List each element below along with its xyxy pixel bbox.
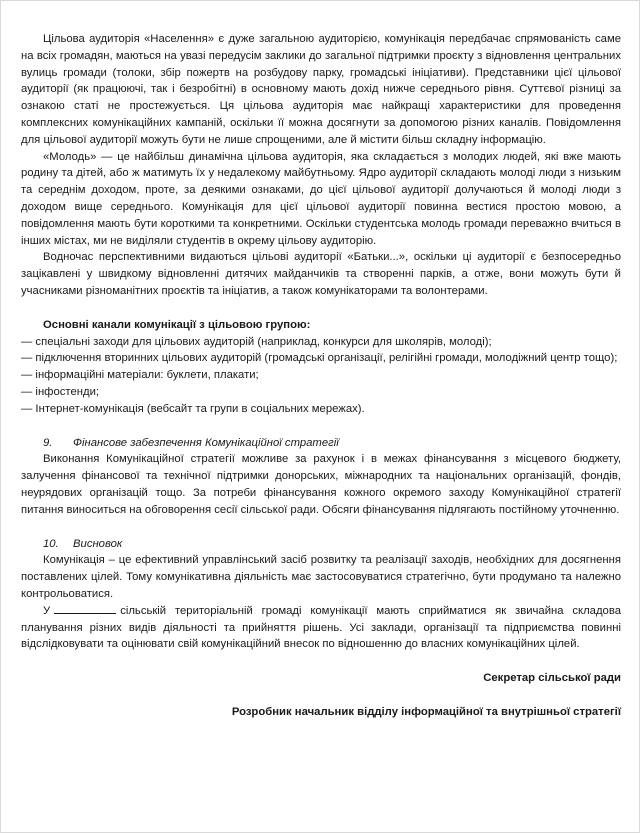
- document-body: [21, 31, 621, 721]
- channel-item: — інформаційні матеріали: буклети, плакати;: [21, 369, 259, 382]
- section-9-title: [21, 435, 621, 452]
- section-10-text-2-rest: сільській територіальній громаді комунікації мають сприйматися як звичайна складова планування різних видів діяльності та прийняття рішень. Усі заклади, організації та підприємства повинні відслідковувати та оцінювати свій комунікаційний внесок по відношенню до власних комунікаційних цілей.: [21, 604, 621, 651]
- section-10-text-2: [21, 603, 621, 653]
- developer-signature: Розробник начальник відділу інформаційної та внутрішньої стратегії: [231, 705, 621, 718]
- channel-item: — Інтернет-комунікація (вебсайт та групи в соціальних мережах).: [21, 402, 365, 415]
- channels-heading: Основні канали комунікації з цільовою групою:: [43, 318, 311, 331]
- channel-item: — інфостенди;: [21, 385, 100, 398]
- section-10-title: [21, 536, 621, 553]
- paragraph-population: Цільова аудиторія «Населення» є дуже загальною аудиторією, комунікація передбачає спрямованість саме на всіх громадян, маються на увазі передусім заклики до загальної підтримки проєкту з відновлення центральних вулиць громади (толоки, збір пожертв на розбудову парку, громадські ініціативи). Представники цієї цільової аудиторії (як працюючі, так і безробітні) в основному мають дохід нижче середнього рівня. Суттєвої різниці за ознакою статі не простежується. Ця цільова аудиторія має найкращі характеристики для проведення комплексних комунікаційних кампаній, оскільки її можна досягнути за допомогою різних каналів. Повідомлення для цільової аудиторії можуть бути не лише спрощеними, але й містити більш складну інформацію.: [21, 33, 621, 146]
- section-10-title-text: Висновок: [73, 537, 123, 550]
- section-9-number: 9.: [43, 436, 53, 449]
- section-10-text-2-prefix: У: [43, 604, 51, 617]
- paragraph-parents: Водночас перспективними видаються цільові аудиторії «Батьки...», оскільки ці аудиторії є безпосередньо зацікавлені у швидкому відновленні дитячих майданчиків та створенні парків, а отже, вони можуть бути й учасниками різноманітних проєктів та ініціатив, а також комунікаторами та волонтерами.: [21, 251, 621, 297]
- section-10-number: 10.: [43, 537, 59, 550]
- section-10-text-1: Комунікація – це ефективний управлінський засіб розвитку та реалізації заходів, необхідних для досягнення поставлених цілей. Тому комунікативна діяльність має застосовуватися стратегічно, бути продумано та належно контрольоватися.: [21, 554, 621, 600]
- paragraph-youth: «Молодь» — це найбільш динамічна цільова аудиторія, яка складається з молодих людей, які вже мають родину та дітей, або ж матимуть їх у недалекому майбутньому. Ядро аудиторії складають молоді люди з низьким та середнім доходом, проте, за деякими ознаками, до цієї цільової аудиторії долучаються й молоді люди з доходом вище середнього. Комунікація для цієї цільової аудиторії повинна вестися простою мовою, а повідомлення мають бути короткими та конкретними. Оскільки студентська молодь громади переважно вчиться в інших містах, ми не виділяли студентів в окрему цільову аудиторію.: [21, 150, 621, 247]
- community-name-blank: [54, 603, 116, 614]
- secretary-signature: Секретар сільської ради: [483, 672, 621, 685]
- channel-item: — спеціальні заходи для цільових аудиторій (наприклад, конкурси для школярів, молоді);: [21, 335, 492, 348]
- section-9-text: Виконання Комунікаційної стратегії можливе за рахунок і в межах фінансування з місцевого бюджету, залучення фінансової та технічної підтримки донорських, міжнародних та національних організацій, фондів, неурядових організацій тощо. За потреби фінансування кожного окремого заходу Комунікаційної стратегії питання виноситься на обговорення сесії сільської ради. Обсяги фінансування підлягають постійному уточненню.: [21, 453, 621, 516]
- section-9-title-text: Фінансове забезпечення Комунікаційної стратегії: [73, 436, 339, 449]
- channel-item: — підключення вторинних цільових аудиторій (громадські організації, релігійні громади, молодіжний центр тощо);: [21, 352, 618, 365]
